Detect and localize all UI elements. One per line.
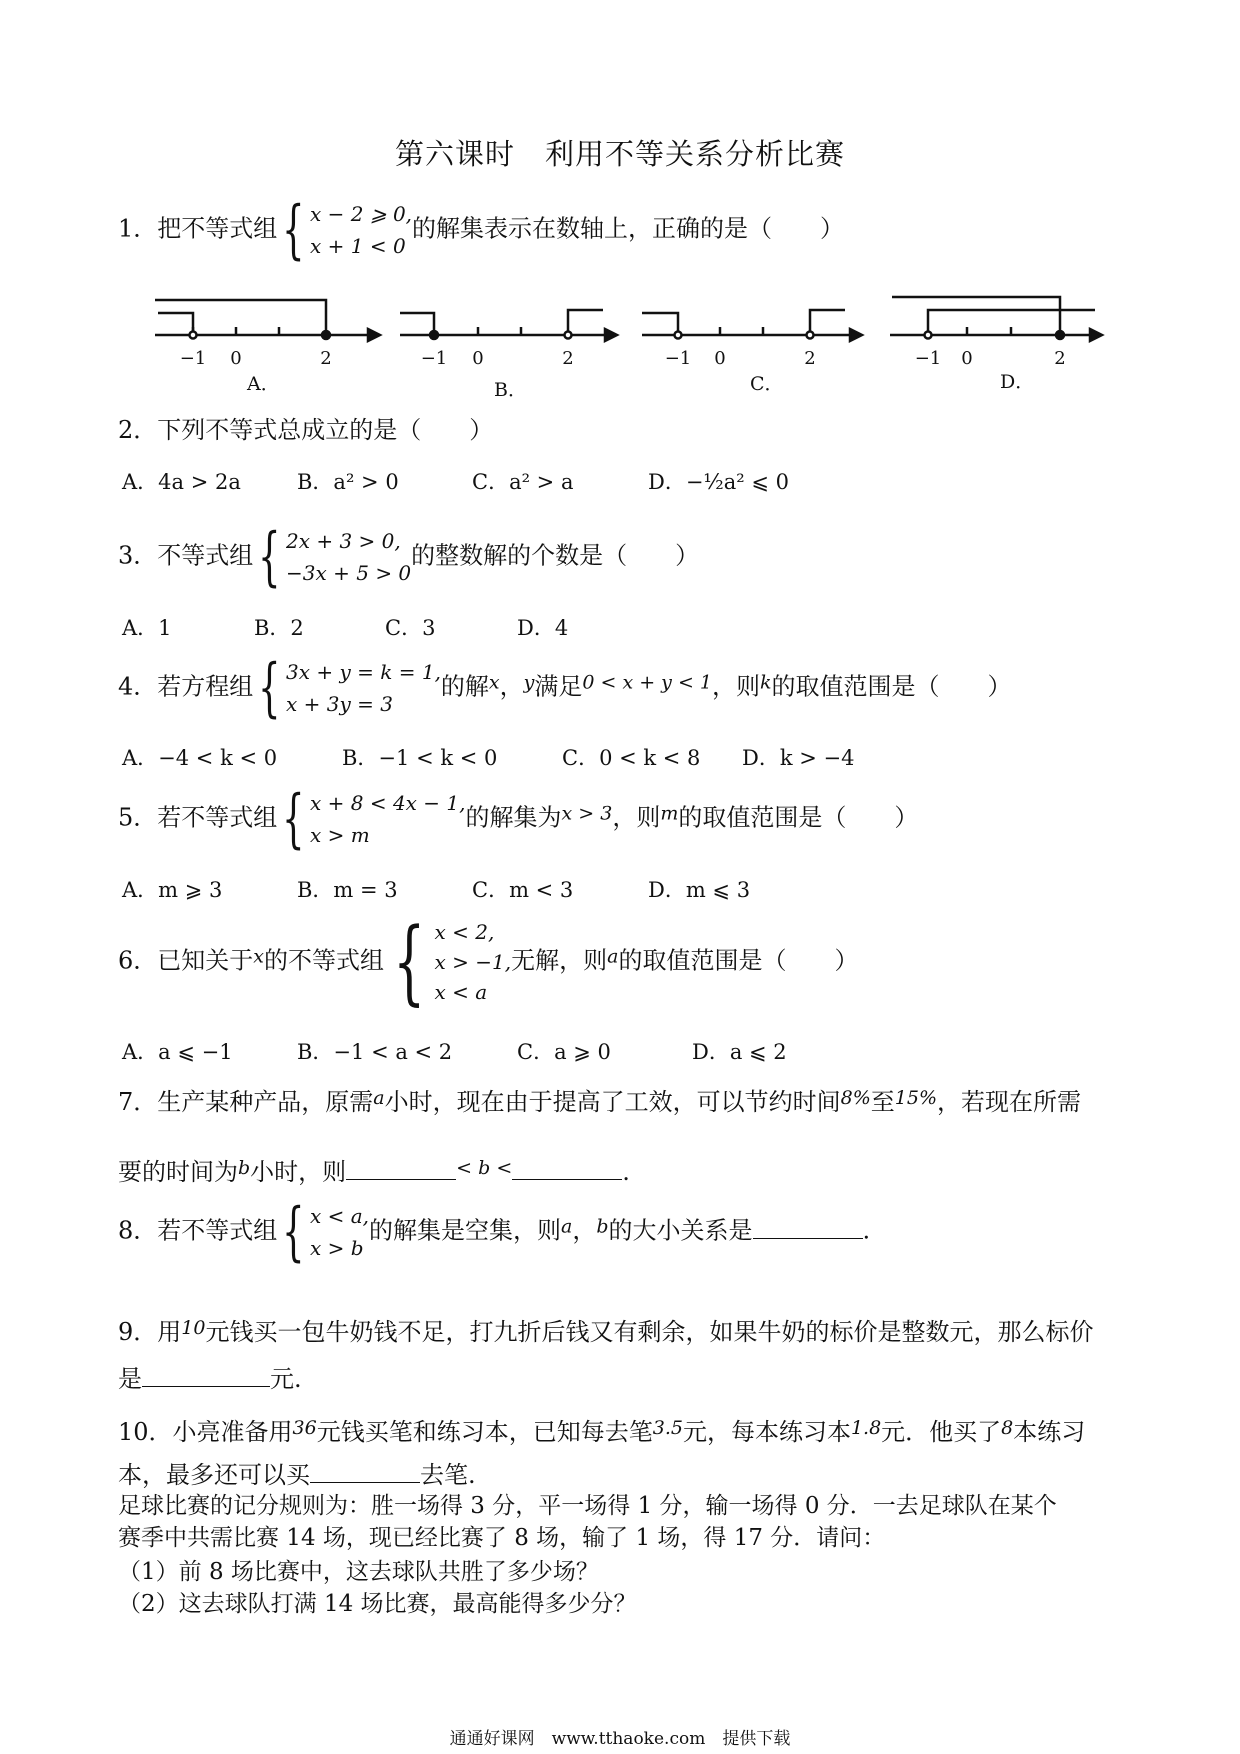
option-label-a: A．: [247, 373, 280, 395]
q5-option-b: B．m = 3: [297, 878, 398, 902]
option-label-c: C．: [750, 373, 784, 395]
question-5: [118, 782, 919, 856]
tick-label: 2: [1054, 348, 1066, 369]
q2-options: [122, 466, 1022, 506]
q6-row-1: x < 2,: [434, 920, 495, 944]
q5-row-2: x > m: [310, 823, 370, 847]
q5-text: 的解集为: [465, 803, 562, 832]
q7-end: .: [622, 1158, 630, 1186]
q9-text: 元钱买一包牛奶钱不足，打九折后钱又有剩余，如果牛奶的标价是整数元，那么标价: [205, 1318, 1094, 1346]
q9-number: 10: [181, 1317, 206, 1339]
q4-row-1: 3x + y = k = 1,: [286, 660, 441, 684]
q7-var-a: a: [373, 1087, 385, 1109]
q3-option-c: C．3: [385, 616, 436, 640]
q9-text: 9．用: [118, 1318, 182, 1346]
question-11-line-2: 赛季中共需比赛 14 场，现已经比赛了 8 场，输了 1 场，得 17 分．请问：: [118, 1525, 886, 1551]
q8-sep: ，: [572, 1216, 597, 1245]
q4-option-b: B．−1 < k < 0: [342, 746, 498, 770]
q10-text: 本练习: [1013, 1418, 1086, 1446]
q2-option-d: D．−½a² ⩽ 0: [648, 470, 790, 494]
q1-row-1: x − 2 ⩾ 0,: [310, 202, 413, 226]
q2-option-a: A．4a > 2a: [122, 470, 241, 494]
q6-var-a: a: [607, 945, 619, 968]
q8-row-2: x > b: [310, 1236, 364, 1260]
q10-text: 本，最多还可以买: [118, 1461, 310, 1489]
q6-system: { x < 2, x > −1, x < a: [393, 908, 512, 1015]
q8-row-1: x < a,: [310, 1204, 370, 1228]
q10-text: 10．小亮准备用: [118, 1418, 293, 1446]
q3-system: { 2x + 3 > 0, −3x + 5 > 0: [258, 520, 412, 594]
q9-text: 是: [118, 1365, 142, 1393]
q10-text: 元．他买了: [881, 1418, 1002, 1446]
answer-blank[interactable]: [512, 1155, 622, 1180]
answer-blank[interactable]: [310, 1458, 420, 1483]
q5-prefix: 5．若不等式组: [118, 803, 278, 832]
q7-inequality: < b <: [456, 1157, 513, 1179]
q5-row-1: x + 8 < 4x − 1,: [310, 791, 466, 815]
q3-row-1: 2x + 3 > 0,: [286, 529, 401, 553]
q4-condition: 0 < x + y < 1: [582, 671, 712, 694]
q10-text: 元钱买笔和练习本，已知每去笔: [316, 1418, 653, 1446]
q10-text: 去笔.: [420, 1461, 476, 1489]
q2-text: 2．下列不等式总成立的是（ ）: [118, 416, 494, 444]
footer: 通通好课网 www.tthaoke.com 提供下载: [449, 1729, 791, 1749]
question-6: [118, 908, 859, 1015]
option-label-d: D．: [1000, 371, 1035, 393]
question-11-line-1: 足球比赛的记分规则为：胜一场得 3 分，平一场得 1 分，输一场得 0 分．一去足球队在某个: [118, 1493, 1057, 1519]
answer-blank[interactable]: [753, 1214, 863, 1239]
q6-suffix: 的取值范围是（ ）: [618, 946, 859, 975]
q4-system: { 3x + y = k = 1, x + 3y = 3: [258, 651, 441, 725]
tick-label: −1: [664, 348, 692, 369]
q9-text: 元.: [270, 1365, 302, 1393]
q5-option-c: C．m < 3: [472, 878, 574, 902]
q8-end: .: [862, 1216, 871, 1245]
tick-label: −1: [179, 348, 207, 369]
q8-prefix: 8．若不等式组: [118, 1216, 278, 1245]
q8-var-a: a: [561, 1215, 573, 1238]
q6-option-d: D．a ⩽ 2: [692, 1040, 787, 1064]
q3-option-a: A．1: [122, 616, 172, 640]
q7-percent-1: 8%: [840, 1087, 871, 1109]
q1-number-lines: [0, 280, 1240, 400]
question-8: [118, 1195, 871, 1269]
question-10-line-2: [118, 1458, 476, 1491]
q7-text: ，若现在所需: [937, 1088, 1081, 1116]
q1-suffix: 的解集表示在数轴上，正确的是（ ）: [412, 214, 845, 243]
tick-label: 2: [320, 348, 332, 369]
q8-text: 的解集是空集，则: [369, 1216, 562, 1245]
q5-var-m: m: [660, 802, 679, 825]
question-4: [118, 651, 1012, 725]
q5-option-d: D．m ⩽ 3: [648, 878, 751, 902]
q6-row-2: x > −1,: [434, 950, 512, 974]
q5-option-a: A．m ⩾ 3: [122, 878, 223, 902]
q3-options: [122, 612, 1022, 652]
q3-option-b: B．2: [254, 616, 304, 640]
q10-number: 1.8: [850, 1417, 882, 1439]
q7-percent-2: 15%: [894, 1087, 937, 1109]
q4-options: [122, 742, 1022, 782]
q8-system: { x < a, x > b: [282, 1195, 370, 1269]
q3-option-d: D．4: [517, 616, 569, 640]
option-label-b: B．: [494, 379, 527, 400]
q4-var-y: y: [523, 671, 535, 694]
q5-options: [122, 874, 1022, 914]
tick-label: 0: [472, 348, 484, 369]
q6-option-c: C．a ⩾ 0: [517, 1040, 611, 1064]
question-2: [118, 414, 493, 446]
q7-text: 小时，则: [250, 1158, 347, 1186]
q7-text: 小时，现在由于提高了工效，可以节约时间: [384, 1088, 841, 1116]
q7-text: 7．生产某种产品，原需: [118, 1088, 374, 1116]
tick-label: 0: [230, 348, 242, 369]
q3-prefix: 3．不等式组: [118, 541, 254, 570]
q10-number: 8: [1001, 1417, 1014, 1439]
q4-var-k: k: [760, 671, 772, 694]
question-3: [118, 520, 700, 594]
q8-suffix: 的大小关系是: [608, 1216, 753, 1245]
q4-option-a: A．−4 < k < 0: [122, 746, 278, 770]
q1-system: { x − 2 ⩾ 0, x + 1 < 0: [282, 193, 413, 267]
tick-label: −1: [914, 348, 942, 369]
q7-text: 至: [870, 1088, 895, 1116]
tick-label: 0: [961, 348, 973, 369]
q7-text: 要的时间为: [118, 1158, 238, 1186]
q4-prefix: 4．若方程组: [118, 672, 254, 701]
q7-var-b: b: [238, 1157, 251, 1179]
q6-row-3: x < a: [434, 980, 488, 1004]
q4-text: 的解: [440, 672, 489, 701]
q5-suffix: 的取值范围是（ ）: [678, 803, 919, 832]
page-title: 第六课时 利用不等关系分析比赛: [394, 137, 845, 171]
q3-row-2: −3x + 5 > 0: [286, 561, 412, 585]
q6-var-x: x: [253, 945, 264, 968]
q4-var-x: x: [488, 671, 500, 694]
q4-option-d: D．k > −4: [742, 746, 855, 770]
q8-var-b: b: [596, 1215, 609, 1238]
q5-system: { x + 8 < 4x − 1, x > m: [282, 782, 466, 856]
tick-label: −1: [420, 348, 448, 369]
q5-text: ，则: [612, 803, 661, 832]
question-11-sub-2: （2）这去球队打满 14 场比赛，最高能得多少分？: [118, 1591, 637, 1617]
question-1: [118, 193, 845, 267]
q4-suffix: 的取值范围是（ ）: [771, 672, 1012, 701]
question-11-sub-1: （1）前 8 场比赛中，这去球队共胜了多少场？: [118, 1559, 599, 1585]
q1-row-2: x + 1 < 0: [310, 234, 406, 258]
q6-text: 无解，则: [511, 946, 608, 975]
q10-number: 3.5: [652, 1417, 683, 1439]
q4-option-c: C．0 < k < 8: [562, 746, 701, 770]
q6-text: 的不等式组: [264, 946, 384, 975]
q4-text: 满足: [534, 672, 583, 701]
q5-condition: x > 3: [561, 802, 613, 825]
tick-label: 2: [562, 348, 574, 369]
q3-suffix: 的整数解的个数是（ ）: [411, 541, 700, 570]
tick-label: 2: [804, 348, 816, 369]
q4-sep: ，: [499, 672, 524, 701]
q4-row-2: x + 3y = 3: [286, 692, 393, 716]
tick-label: 0: [714, 348, 726, 369]
answer-blank[interactable]: [346, 1155, 456, 1180]
question-7: [118, 1082, 1081, 1118]
question-7-line-2: [118, 1152, 630, 1188]
q10-text: 元，每本练习本: [682, 1418, 851, 1446]
q6-options: [122, 1036, 1022, 1076]
q1-prefix: 1．把不等式组: [118, 214, 278, 243]
q6-option-a: A．a ⩽ −1: [122, 1040, 233, 1064]
question-9: [118, 1312, 1093, 1348]
q6-prefix: 6．已知关于: [118, 946, 254, 975]
q10-number: 36: [292, 1417, 317, 1439]
answer-blank[interactable]: [142, 1362, 270, 1387]
q4-text: ，则: [712, 672, 760, 701]
question-10: [118, 1412, 1085, 1448]
q2-option-b: B．a² > 0: [297, 470, 399, 494]
q6-option-b: B．−1 < a < 2: [297, 1040, 453, 1064]
question-9-line-2: [118, 1362, 302, 1395]
q2-option-c: C．a² > a: [472, 470, 574, 494]
